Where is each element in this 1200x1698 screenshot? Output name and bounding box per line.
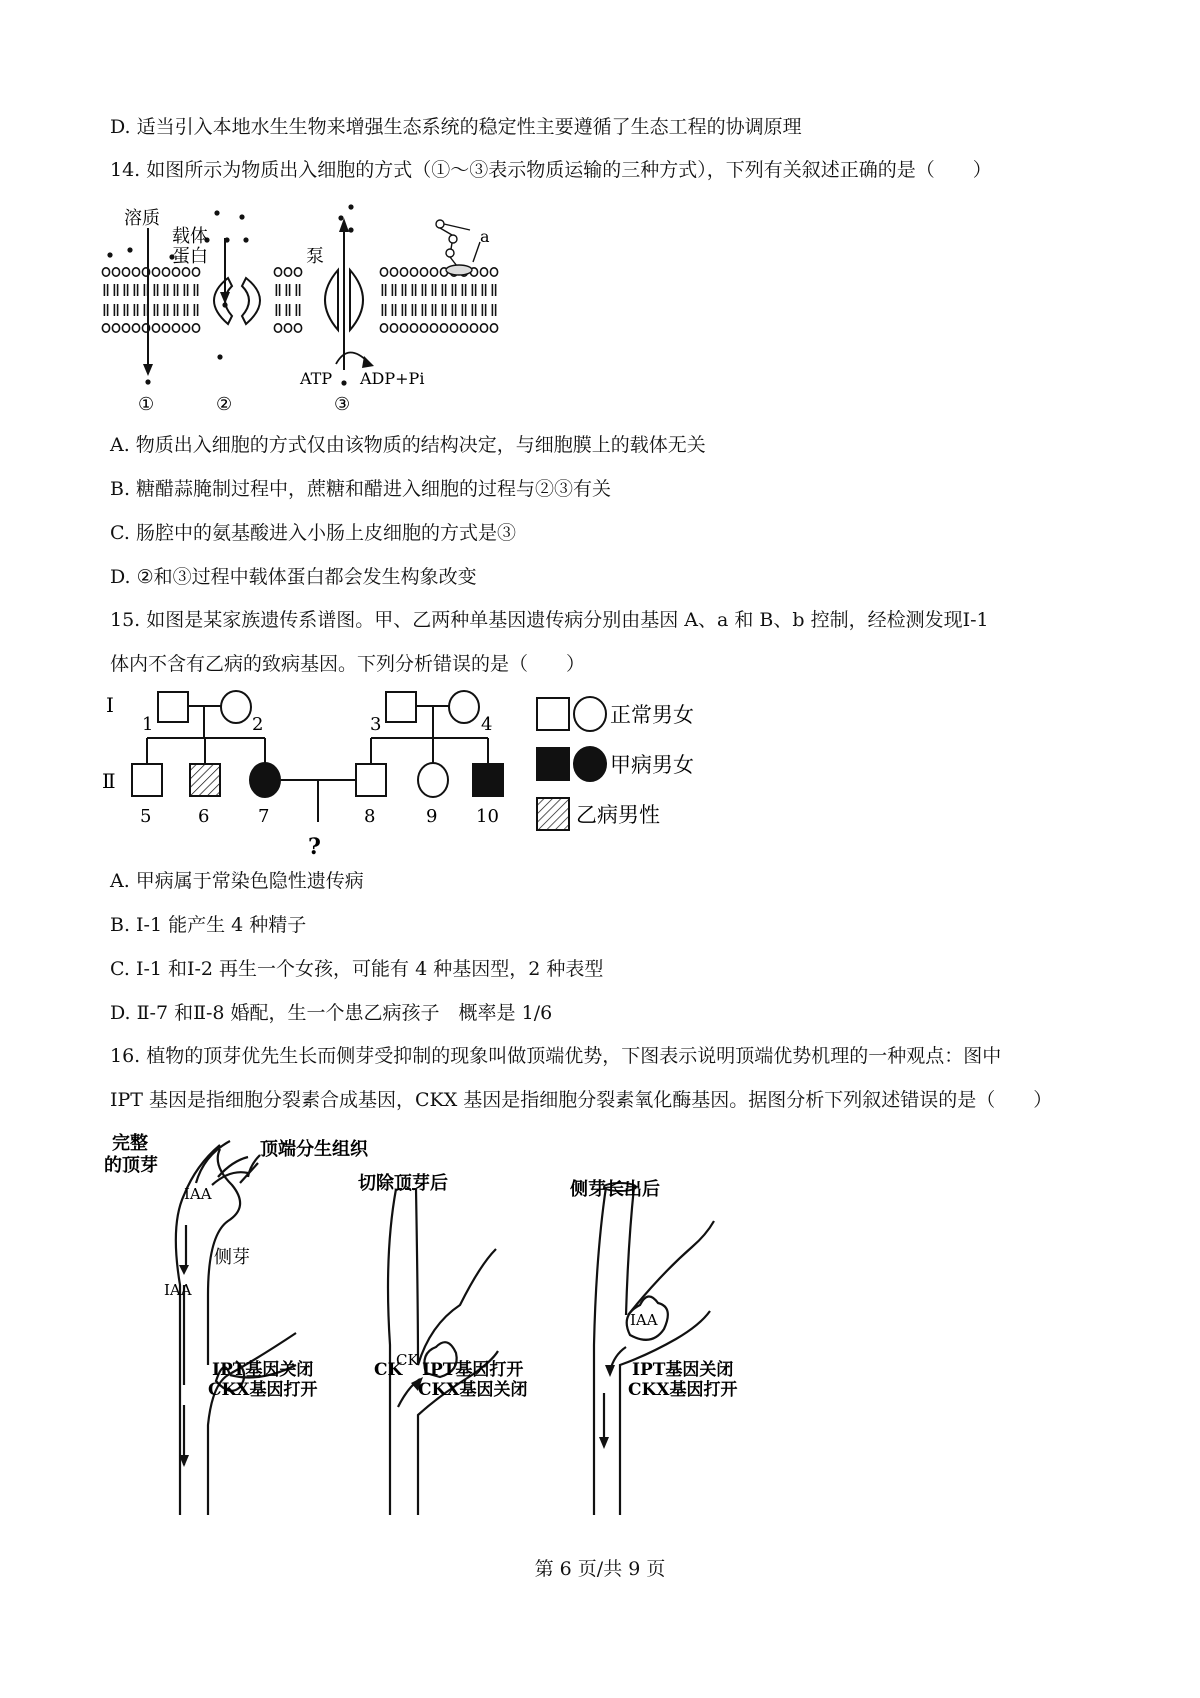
legend-a-male: [537, 748, 569, 780]
lipid-head: [192, 268, 199, 276]
lipid-head: [152, 324, 159, 332]
label-way-1: ①: [138, 394, 155, 415]
q15-option-c: C. Ⅰ-1 和Ⅰ-2 再生一个女孩，可能有 4 种基因型，2 种表型: [110, 958, 604, 980]
label-4: 4: [481, 714, 493, 735]
lipid-head: [294, 324, 301, 332]
panel3-branch-upper: [628, 1221, 714, 1315]
lipid-head: [490, 324, 497, 332]
lipid-head: [284, 324, 291, 332]
individual-II-9: [418, 763, 448, 797]
q15-pedigree: [100, 682, 720, 862]
label-7: 7: [258, 806, 270, 827]
lipid-head: [390, 268, 397, 276]
lipid-head: [112, 324, 119, 332]
glycoprotein-icon: [436, 220, 480, 275]
carrier-protein-left: [214, 278, 232, 324]
individual-II-10: [473, 764, 503, 796]
legend-normal-label: 正常男女: [610, 703, 694, 727]
label-iaa-stem: IAA: [164, 1281, 192, 1299]
pump-left-half: [325, 270, 338, 330]
lipid-head: [274, 268, 281, 276]
lipid-head: [410, 324, 417, 332]
panel3-stem-left: [594, 1187, 606, 1515]
individual-II-5: [132, 764, 162, 796]
legend-a-female: [574, 747, 606, 781]
panel2-stem-left: [388, 1189, 396, 1515]
q14-option-d: D. ②和③过程中载体蛋白都会发生构象改变: [110, 566, 477, 588]
lipid-head: [480, 268, 487, 276]
label-5: 5: [140, 806, 152, 827]
label-6: 6: [198, 806, 210, 827]
panel2-ckx-off: CKX基因关闭: [418, 1380, 528, 1400]
lipid-head: [132, 324, 139, 332]
lipid-head: [102, 324, 109, 332]
individual-I-4: [449, 691, 479, 723]
label-9: 9: [426, 806, 438, 827]
membrane-transport-diagram: [100, 200, 540, 430]
lipid-head: [470, 324, 477, 332]
panel2-stem-right: [416, 1189, 496, 1365]
panel1-ipt-off: IPT基因关闭: [212, 1360, 314, 1380]
lipid-head: [410, 268, 417, 276]
q15-option-a: A. 甲病属于常染色隐性遗传病: [110, 870, 364, 892]
label-unknown-child: ?: [308, 834, 321, 860]
lipid-head: [420, 268, 427, 276]
page-footer: 第 6 页/共 9 页: [534, 1558, 666, 1580]
label-atp: ATP: [300, 369, 333, 388]
carrier-protein-right: [242, 278, 260, 324]
lipid-head: [162, 324, 169, 332]
legend-b-male: [537, 798, 569, 830]
lipid-head: [490, 268, 497, 276]
lipid-head: [162, 268, 169, 276]
label-1: 1: [142, 714, 154, 735]
q15-stem-line2: 体内不含有乙病的致病基因。下列分析错误的是（ ）: [110, 653, 586, 675]
label-ck-stem: CK: [374, 1360, 403, 1380]
panel3-branch-lower: [620, 1311, 710, 1515]
lipid-head: [182, 268, 189, 276]
lipid-head: [380, 324, 387, 332]
lipid-head: [430, 324, 437, 332]
label-pump: 泵: [306, 246, 324, 267]
label-cut-apex: 切除顶芽后: [358, 1173, 448, 1194]
lipid-head: [284, 268, 291, 276]
individual-I-3: [386, 692, 416, 722]
legend-a-label: 甲病男女: [610, 753, 694, 777]
lipid-head: [400, 268, 407, 276]
label-intact-1: 完整: [112, 1133, 148, 1154]
lipid-head: [450, 324, 457, 332]
label-way-3: ③: [334, 394, 351, 415]
label-adp: ADP+Pi: [360, 369, 425, 388]
q14-option-c: C. 肠腔中的氨基酸进入小肠上皮细胞的方式是③: [110, 522, 516, 544]
lipid-head: [112, 268, 119, 276]
panel2-ipt-on: IPT基因打开: [422, 1360, 524, 1380]
label-3: 3: [370, 714, 382, 735]
lipid-head: [294, 268, 301, 276]
q16-stem-line2: IPT 基因是指细胞分裂素合成基因，CKX 基因是指细胞分裂素氧化酶基因。据图分析下列叙述错误的是（ ）: [110, 1089, 1053, 1111]
label-a: a: [480, 227, 490, 246]
pump-right-half: [350, 270, 363, 330]
pedigree-chart: [100, 682, 720, 862]
label-way-2: ②: [216, 394, 233, 415]
label-10: 10: [476, 806, 499, 827]
individual-II-6: [190, 764, 220, 796]
lipid-head: [102, 268, 109, 276]
legend-normal-male: [537, 698, 569, 730]
individual-I-1: [158, 692, 188, 722]
q15-option-d: D. Ⅱ-7 和Ⅱ-8 婚配，生一个患乙病孩子 概率是 1/6: [110, 1002, 553, 1024]
label-carrier-2: 蛋白: [172, 246, 208, 267]
lipid-head: [400, 324, 407, 332]
label-iaa-bud: IAA: [630, 1311, 658, 1329]
lipid-head: [480, 324, 487, 332]
legend-b-label: 乙病男性: [576, 803, 660, 827]
label-carrier-1: 载体: [172, 226, 208, 247]
apical-dominance-diagram: [100, 1125, 820, 1525]
panel3-stem-right: [626, 1187, 634, 1315]
label-iaa-apex: IAA: [184, 1185, 212, 1203]
lipid-head: [132, 268, 139, 276]
lipid-head: [380, 268, 387, 276]
panel3-ckx-on: CKX基因打开: [628, 1380, 738, 1400]
lipid-head: [182, 324, 189, 332]
lipid-head: [152, 268, 159, 276]
gen-I-label: Ⅰ: [106, 693, 114, 717]
individual-I-2: [221, 691, 251, 723]
q13-option-d: D. 适当引入本地水生生物来增强生态系统的稳定性主要遵循了生态工程的协调原理: [110, 116, 802, 138]
label-lateral-grown: 侧芽长出后: [570, 1179, 660, 1200]
q14-option-a: A. 物质出入细胞的方式仅由该物质的结构决定，与细胞膜上的载体无关: [110, 434, 706, 456]
label-ck-bud: CK: [396, 1351, 419, 1369]
q16-apical-dominance-figure: [100, 1125, 820, 1525]
lipid-head: [440, 324, 447, 332]
lipid-head: [430, 268, 437, 276]
q15-stem-line1: 15. 如图是某家族遗传系谱图。甲、乙两种单基因遗传病分别由基因 A、a 和 B、b 控制，经检测发现Ⅰ-1: [110, 609, 989, 631]
lipid-head: [172, 268, 179, 276]
label-2: 2: [252, 714, 264, 735]
label-solute: 溶质: [124, 208, 160, 229]
q16-stem-line1: 16. 植物的顶芽优先生长而侧芽受抑制的现象叫做顶端优势，下图表示说明顶端优势机理的一种观点：图中: [110, 1045, 1002, 1067]
label-intact-2: 的顶芽: [104, 1155, 158, 1176]
individual-II-7: [250, 763, 280, 797]
lipid-head: [192, 324, 199, 332]
label-meristem: 顶端分生组织: [260, 1139, 368, 1160]
individual-II-8: [356, 764, 386, 796]
lipid-head: [122, 268, 129, 276]
panel3-ipt-off: IPT基因关闭: [632, 1360, 734, 1380]
q15-option-b: B. Ⅰ-1 能产生 4 种精子: [110, 914, 307, 936]
q14-option-b: B. 糖醋蒜腌制过程中，蔗糖和醋进入细胞的过程与②③有关: [110, 478, 612, 500]
lipid-head: [274, 324, 281, 332]
gen-II-label: Ⅱ: [102, 769, 116, 793]
lipid-head: [172, 324, 179, 332]
label-8: 8: [364, 806, 376, 827]
lipid-head: [420, 324, 427, 332]
legend-normal-female: [574, 697, 606, 731]
lipid-head: [122, 324, 129, 332]
q14-membrane-figure: [100, 200, 540, 430]
label-lateral-bud: 侧芽: [214, 1247, 250, 1268]
panel1-ckx-on: CKX基因打开: [208, 1380, 318, 1400]
lipid-head: [390, 324, 397, 332]
q14-stem: 14. 如图所示为物质出入细胞的方式（①～③表示物质运输的三种方式），下列有关叙述正确的是（ ）: [110, 159, 992, 181]
lipid-head: [460, 324, 467, 332]
